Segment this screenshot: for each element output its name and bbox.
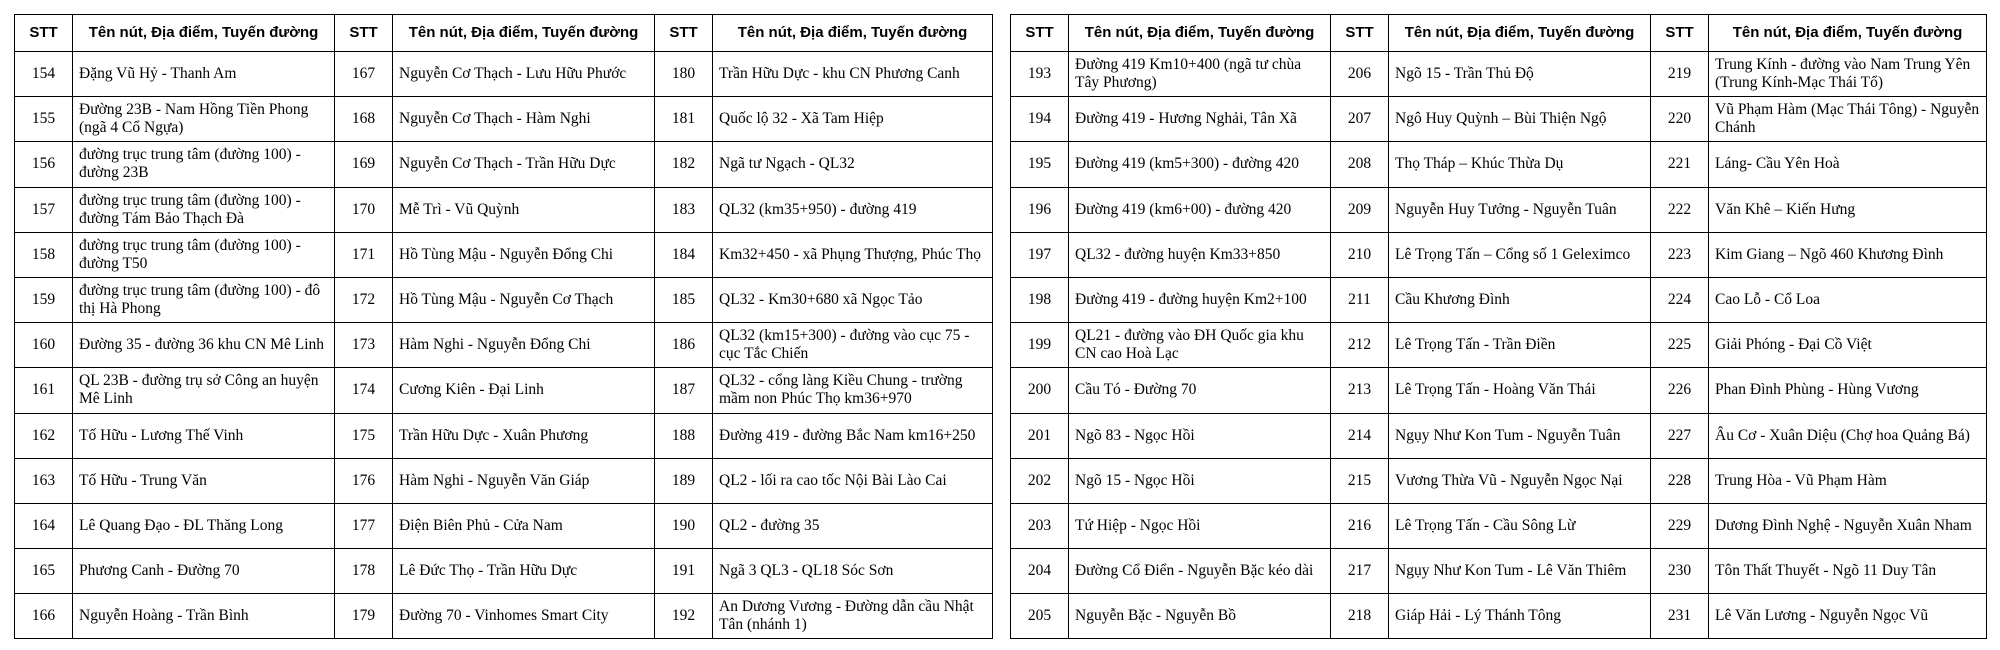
stt-header: STT [655, 15, 713, 52]
stt-cell: 180 [655, 52, 713, 97]
stt-cell: 216 [1331, 503, 1389, 548]
location-cell: Hồ Tùng Mậu - Nguyễn Đổng Chi [393, 232, 655, 277]
stt-cell: 185 [655, 277, 713, 322]
stt-cell: 166 [15, 594, 73, 639]
table-row [1011, 413, 1987, 458]
stt-cell: 173 [335, 323, 393, 368]
location-cell: QL21 - đường vào ĐH Quốc gia khu CN cao Hoà Lạc [1069, 323, 1331, 368]
location-cell: QL32 (km15+300) - đường vào cục 75 - cục Tắc Chiến [713, 323, 993, 368]
location-cell: QL 23B - đường trụ sở Công an huyện Mê Linh [73, 368, 335, 413]
location-cell: Ngõ 15 - Ngọc Hồi [1069, 458, 1331, 503]
stt-cell: 205 [1011, 594, 1069, 639]
location-cell: Tôn Thất Thuyết - Ngõ 11 Duy Tân [1709, 549, 1987, 594]
location-cell: Vương Thừa Vũ - Nguyễn Ngọc Nại [1389, 458, 1651, 503]
stt-cell: 206 [1331, 52, 1389, 97]
stt-cell: 229 [1651, 503, 1709, 548]
stt-cell: 203 [1011, 503, 1069, 548]
stt-cell: 215 [1331, 458, 1389, 503]
stt-cell: 184 [655, 232, 713, 277]
table-row [1011, 232, 1987, 277]
stt-cell: 197 [1011, 232, 1069, 277]
stt-cell: 186 [655, 323, 713, 368]
name-header: Tên nút, Địa điểm, Tuyến đường [393, 15, 655, 52]
location-cell: Lê Trọng Tấn - Cầu Sông Lừ [1389, 503, 1651, 548]
location-cell: QL32 (km35+950) - đường 419 [713, 187, 993, 232]
stt-header: STT [335, 15, 393, 52]
location-cell: Cầu Tó - Đường 70 [1069, 368, 1331, 413]
stt-cell: 218 [1331, 594, 1389, 639]
location-cell: Hàm Nghi - Nguyễn Văn Giáp [393, 458, 655, 503]
stt-cell: 156 [15, 142, 73, 187]
stt-cell: 179 [335, 594, 393, 639]
table-row [1011, 323, 1987, 368]
location-cell: Ngụy Như Kon Tum - Lê Văn Thiêm [1389, 549, 1651, 594]
stt-cell: 210 [1331, 232, 1389, 277]
location-cell: Nguyễn Hoàng - Trần Bình [73, 594, 335, 639]
location-cell: Mễ Trì - Vũ Quỳnh [393, 187, 655, 232]
stt-cell: 160 [15, 323, 73, 368]
location-cell: Đường 419 - đường huyện Km2+100 [1069, 277, 1331, 322]
stt-cell: 183 [655, 187, 713, 232]
table-row [1011, 458, 1987, 503]
stt-cell: 154 [15, 52, 73, 97]
stt-cell: 187 [655, 368, 713, 413]
stt-cell: 157 [15, 187, 73, 232]
table-row [1011, 503, 1987, 548]
location-cell: Ngõ 15 - Trần Thủ Độ [1389, 52, 1651, 97]
stt-cell: 227 [1651, 413, 1709, 458]
stt-cell: 220 [1651, 97, 1709, 142]
name-header: Tên nút, Địa điểm, Tuyến đường [1709, 15, 1987, 52]
table-row [15, 232, 993, 277]
table-row [15, 52, 993, 97]
stt-cell: 204 [1011, 549, 1069, 594]
location-cell: Ngã tư Ngạch - QL32 [713, 142, 993, 187]
location-cell: Tố Hữu - Lương Thế Vinh [73, 413, 335, 458]
table-row [15, 142, 993, 187]
stt-cell: 202 [1011, 458, 1069, 503]
stt-cell: 201 [1011, 413, 1069, 458]
location-cell: QL2 - lối ra cao tốc Nội Bài Lào Cai [713, 458, 993, 503]
location-cell: Đường 35 - đường 36 khu CN Mê Linh [73, 323, 335, 368]
stt-cell: 231 [1651, 594, 1709, 639]
table-row [15, 187, 993, 232]
location-cell: Lê Văn Lương - Nguyễn Ngọc Vũ [1709, 594, 1987, 639]
location-cell: QL32 - đường huyện Km33+850 [1069, 232, 1331, 277]
location-cell: Đặng Vũ Hỷ - Thanh Am [73, 52, 335, 97]
name-header: Tên nút, Địa điểm, Tuyến đường [1389, 15, 1651, 52]
stt-cell: 207 [1331, 97, 1389, 142]
stt-cell: 172 [335, 277, 393, 322]
location-cell: Thọ Tháp – Khúc Thừa Dụ [1389, 142, 1651, 187]
location-cell: Lê Trọng Tấn - Trần Điền [1389, 323, 1651, 368]
stt-cell: 162 [15, 413, 73, 458]
stt-cell: 170 [335, 187, 393, 232]
location-cell: Ngõ 83 - Ngọc Hồi [1069, 413, 1331, 458]
location-cell: Lê Quang Đạo - ĐL Thăng Long [73, 503, 335, 548]
right-table-body [1011, 52, 1987, 639]
stt-cell: 217 [1331, 549, 1389, 594]
location-cell: Điện Biên Phủ - Cửa Nam [393, 503, 655, 548]
stt-cell: 228 [1651, 458, 1709, 503]
stt-cell: 198 [1011, 277, 1069, 322]
location-cell: Dương Đình Nghệ - Nguyễn Xuân Nham [1709, 503, 1987, 548]
stt-cell: 159 [15, 277, 73, 322]
location-cell: Nguyễn Cơ Thạch - Hàm Nghi [393, 97, 655, 142]
stt-header: STT [15, 15, 73, 52]
location-cell: Giáp Hải - Lý Thánh Tông [1389, 594, 1651, 639]
stt-cell: 171 [335, 232, 393, 277]
stt-cell: 178 [335, 549, 393, 594]
stt-cell: 195 [1011, 142, 1069, 187]
location-cell: Trần Hữu Dực - Xuân Phương [393, 413, 655, 458]
stt-cell: 190 [655, 503, 713, 548]
table-row [15, 368, 993, 413]
location-cell: Lê Trọng Tấn - Hoàng Văn Thái [1389, 368, 1651, 413]
stt-cell: 182 [655, 142, 713, 187]
location-cell: Cương Kiên - Đại Linh [393, 368, 655, 413]
table-row [1011, 368, 1987, 413]
stt-cell: 226 [1651, 368, 1709, 413]
stt-cell: 158 [15, 232, 73, 277]
location-cell: Kim Giang – Ngõ 460 Khương Đình [1709, 232, 1987, 277]
location-cell: Cầu Khương Đình [1389, 277, 1651, 322]
stt-cell: 193 [1011, 52, 1069, 97]
table-row [1011, 549, 1987, 594]
location-cell: Nguyễn Cơ Thạch - Lưu Hữu Phước [393, 52, 655, 97]
location-cell: QL32 - cổng làng Kiều Chung - trường mầm non Phúc Thọ km36+970 [713, 368, 993, 413]
stt-header: STT [1011, 15, 1069, 52]
table-row [15, 458, 993, 503]
stt-cell: 196 [1011, 187, 1069, 232]
table-row [1011, 97, 1987, 142]
location-cell: Láng- Cầu Yên Hoà [1709, 142, 1987, 187]
stt-cell: 177 [335, 503, 393, 548]
right-table [1010, 14, 1987, 639]
location-cell: Lê Đức Thọ - Trần Hữu Dực [393, 549, 655, 594]
location-cell: Đường 419 - đường Bắc Nam km16+250 [713, 413, 993, 458]
stt-header: STT [1651, 15, 1709, 52]
location-cell: Ngụy Như Kon Tum - Nguyễn Tuân [1389, 413, 1651, 458]
location-cell: Km32+450 - xã Phụng Thượng, Phúc Thọ [713, 232, 993, 277]
location-cell: Đường 419 (km5+300) - đường 420 [1069, 142, 1331, 187]
table-row [1011, 142, 1987, 187]
stt-cell: 176 [335, 458, 393, 503]
stt-cell: 199 [1011, 323, 1069, 368]
left-table [14, 14, 993, 639]
location-cell: Nguyễn Cơ Thạch - Trần Hữu Dực [393, 142, 655, 187]
table-row [1011, 52, 1987, 97]
location-cell: Đường 419 Km10+400 (ngã tư chùa Tây Phương) [1069, 52, 1331, 97]
location-cell: Cao Lỗ - Cổ Loa [1709, 277, 1987, 322]
stt-header: STT [1331, 15, 1389, 52]
stt-cell: 214 [1331, 413, 1389, 458]
location-cell: Ngô Huy Quỳnh – Bùi Thiện Ngộ [1389, 97, 1651, 142]
location-cell: Quốc lộ 32 - Xã Tam Hiệp [713, 97, 993, 142]
location-cell: Văn Khê – Kiến Hưng [1709, 187, 1987, 232]
location-cell: Vũ Phạm Hàm (Mạc Thái Tông) - Nguyễn Chánh [1709, 97, 1987, 142]
stt-cell: 213 [1331, 368, 1389, 413]
header-row [1011, 15, 1987, 52]
stt-cell: 211 [1331, 277, 1389, 322]
location-cell: đường trục trung tâm (đường 100) - đường Tám Bảo Thạch Đà [73, 187, 335, 232]
name-header: Tên nút, Địa điểm, Tuyến đường [713, 15, 993, 52]
location-cell: Giải Phóng - Đại Cồ Việt [1709, 323, 1987, 368]
table-row [15, 503, 993, 548]
location-cell: Đường 419 (km6+00) - đường 420 [1069, 187, 1331, 232]
table-row [15, 413, 993, 458]
stt-cell: 209 [1331, 187, 1389, 232]
location-cell: Nguyễn Huy Tưởng - Nguyễn Tuân [1389, 187, 1651, 232]
name-header: Tên nút, Địa điểm, Tuyến đường [73, 15, 335, 52]
table-row [1011, 277, 1987, 322]
table-row [1011, 594, 1987, 639]
stt-cell: 191 [655, 549, 713, 594]
table-row [15, 277, 993, 322]
location-cell: Âu Cơ - Xuân Diệu (Chợ hoa Quảng Bá) [1709, 413, 1987, 458]
stt-cell: 161 [15, 368, 73, 413]
stt-cell: 219 [1651, 52, 1709, 97]
table-row [15, 97, 993, 142]
location-cell: Tố Hữu - Trung Văn [73, 458, 335, 503]
header-row [15, 15, 993, 52]
left-table-body [15, 52, 993, 639]
stt-cell: 169 [335, 142, 393, 187]
location-cell: QL2 - đường 35 [713, 503, 993, 548]
table-row [15, 323, 993, 368]
location-cell: QL32 - Km30+680 xã Ngọc Tảo [713, 277, 993, 322]
stt-cell: 188 [655, 413, 713, 458]
location-cell: đường trục trung tâm (đường 100) - đường 23B [73, 142, 335, 187]
location-cell: Đường 23B - Nam Hồng Tiền Phong (ngã 4 Cổ Ngựa) [73, 97, 335, 142]
stt-cell: 225 [1651, 323, 1709, 368]
location-cell: Trung Hòa - Vũ Phạm Hàm [1709, 458, 1987, 503]
stt-cell: 181 [655, 97, 713, 142]
stt-cell: 208 [1331, 142, 1389, 187]
stt-cell: 222 [1651, 187, 1709, 232]
location-cell: Lê Trọng Tấn – Cổng số 1 Geleximco [1389, 232, 1651, 277]
stt-cell: 189 [655, 458, 713, 503]
table-row [1011, 187, 1987, 232]
location-cell: Ngã 3 QL3 - QL18 Sóc Sơn [713, 549, 993, 594]
location-cell: Hồ Tùng Mậu - Nguyễn Cơ Thạch [393, 277, 655, 322]
stt-cell: 200 [1011, 368, 1069, 413]
stt-cell: 212 [1331, 323, 1389, 368]
location-cell: Trần Hữu Dực - khu CN Phương Canh [713, 52, 993, 97]
location-cell: Phan Đình Phùng - Hùng Vương [1709, 368, 1987, 413]
location-cell: Tứ Hiệp - Ngọc Hồi [1069, 503, 1331, 548]
table-row [15, 549, 993, 594]
stt-cell: 194 [1011, 97, 1069, 142]
location-cell: đường trục trung tâm (đường 100) - đường T50 [73, 232, 335, 277]
stt-cell: 165 [15, 549, 73, 594]
location-cell: Nguyễn Bặc - Nguyễn Bồ [1069, 594, 1331, 639]
stt-cell: 155 [15, 97, 73, 142]
location-cell: Phương Canh - Đường 70 [73, 549, 335, 594]
stt-cell: 192 [655, 594, 713, 639]
name-header: Tên nút, Địa điểm, Tuyến đường [1069, 15, 1331, 52]
location-cell: Hàm Nghi - Nguyễn Đổng Chi [393, 323, 655, 368]
stt-cell: 230 [1651, 549, 1709, 594]
stt-cell: 163 [15, 458, 73, 503]
stt-cell: 175 [335, 413, 393, 458]
stt-cell: 168 [335, 97, 393, 142]
stt-cell: 167 [335, 52, 393, 97]
location-cell: Đường Cổ Điển - Nguyễn Bặc kéo dài [1069, 549, 1331, 594]
stt-cell: 221 [1651, 142, 1709, 187]
location-cell: Đường 419 - Hương Nghải, Tân Xã [1069, 97, 1331, 142]
location-cell: đường trục trung tâm (đường 100) - đô thị Hà Phong [73, 277, 335, 322]
stt-cell: 223 [1651, 232, 1709, 277]
stt-cell: 224 [1651, 277, 1709, 322]
location-cell: An Dương Vương - Đường dẫn cầu Nhật Tân (nhánh 1) [713, 594, 993, 639]
stt-cell: 174 [335, 368, 393, 413]
table-row [15, 594, 993, 639]
location-cell: Trung Kính - đường vào Nam Trung Yên (Trung Kính-Mạc Thái Tổ) [1709, 52, 1987, 97]
stt-cell: 164 [15, 503, 73, 548]
location-cell: Đường 70 - Vinhomes Smart City [393, 594, 655, 639]
